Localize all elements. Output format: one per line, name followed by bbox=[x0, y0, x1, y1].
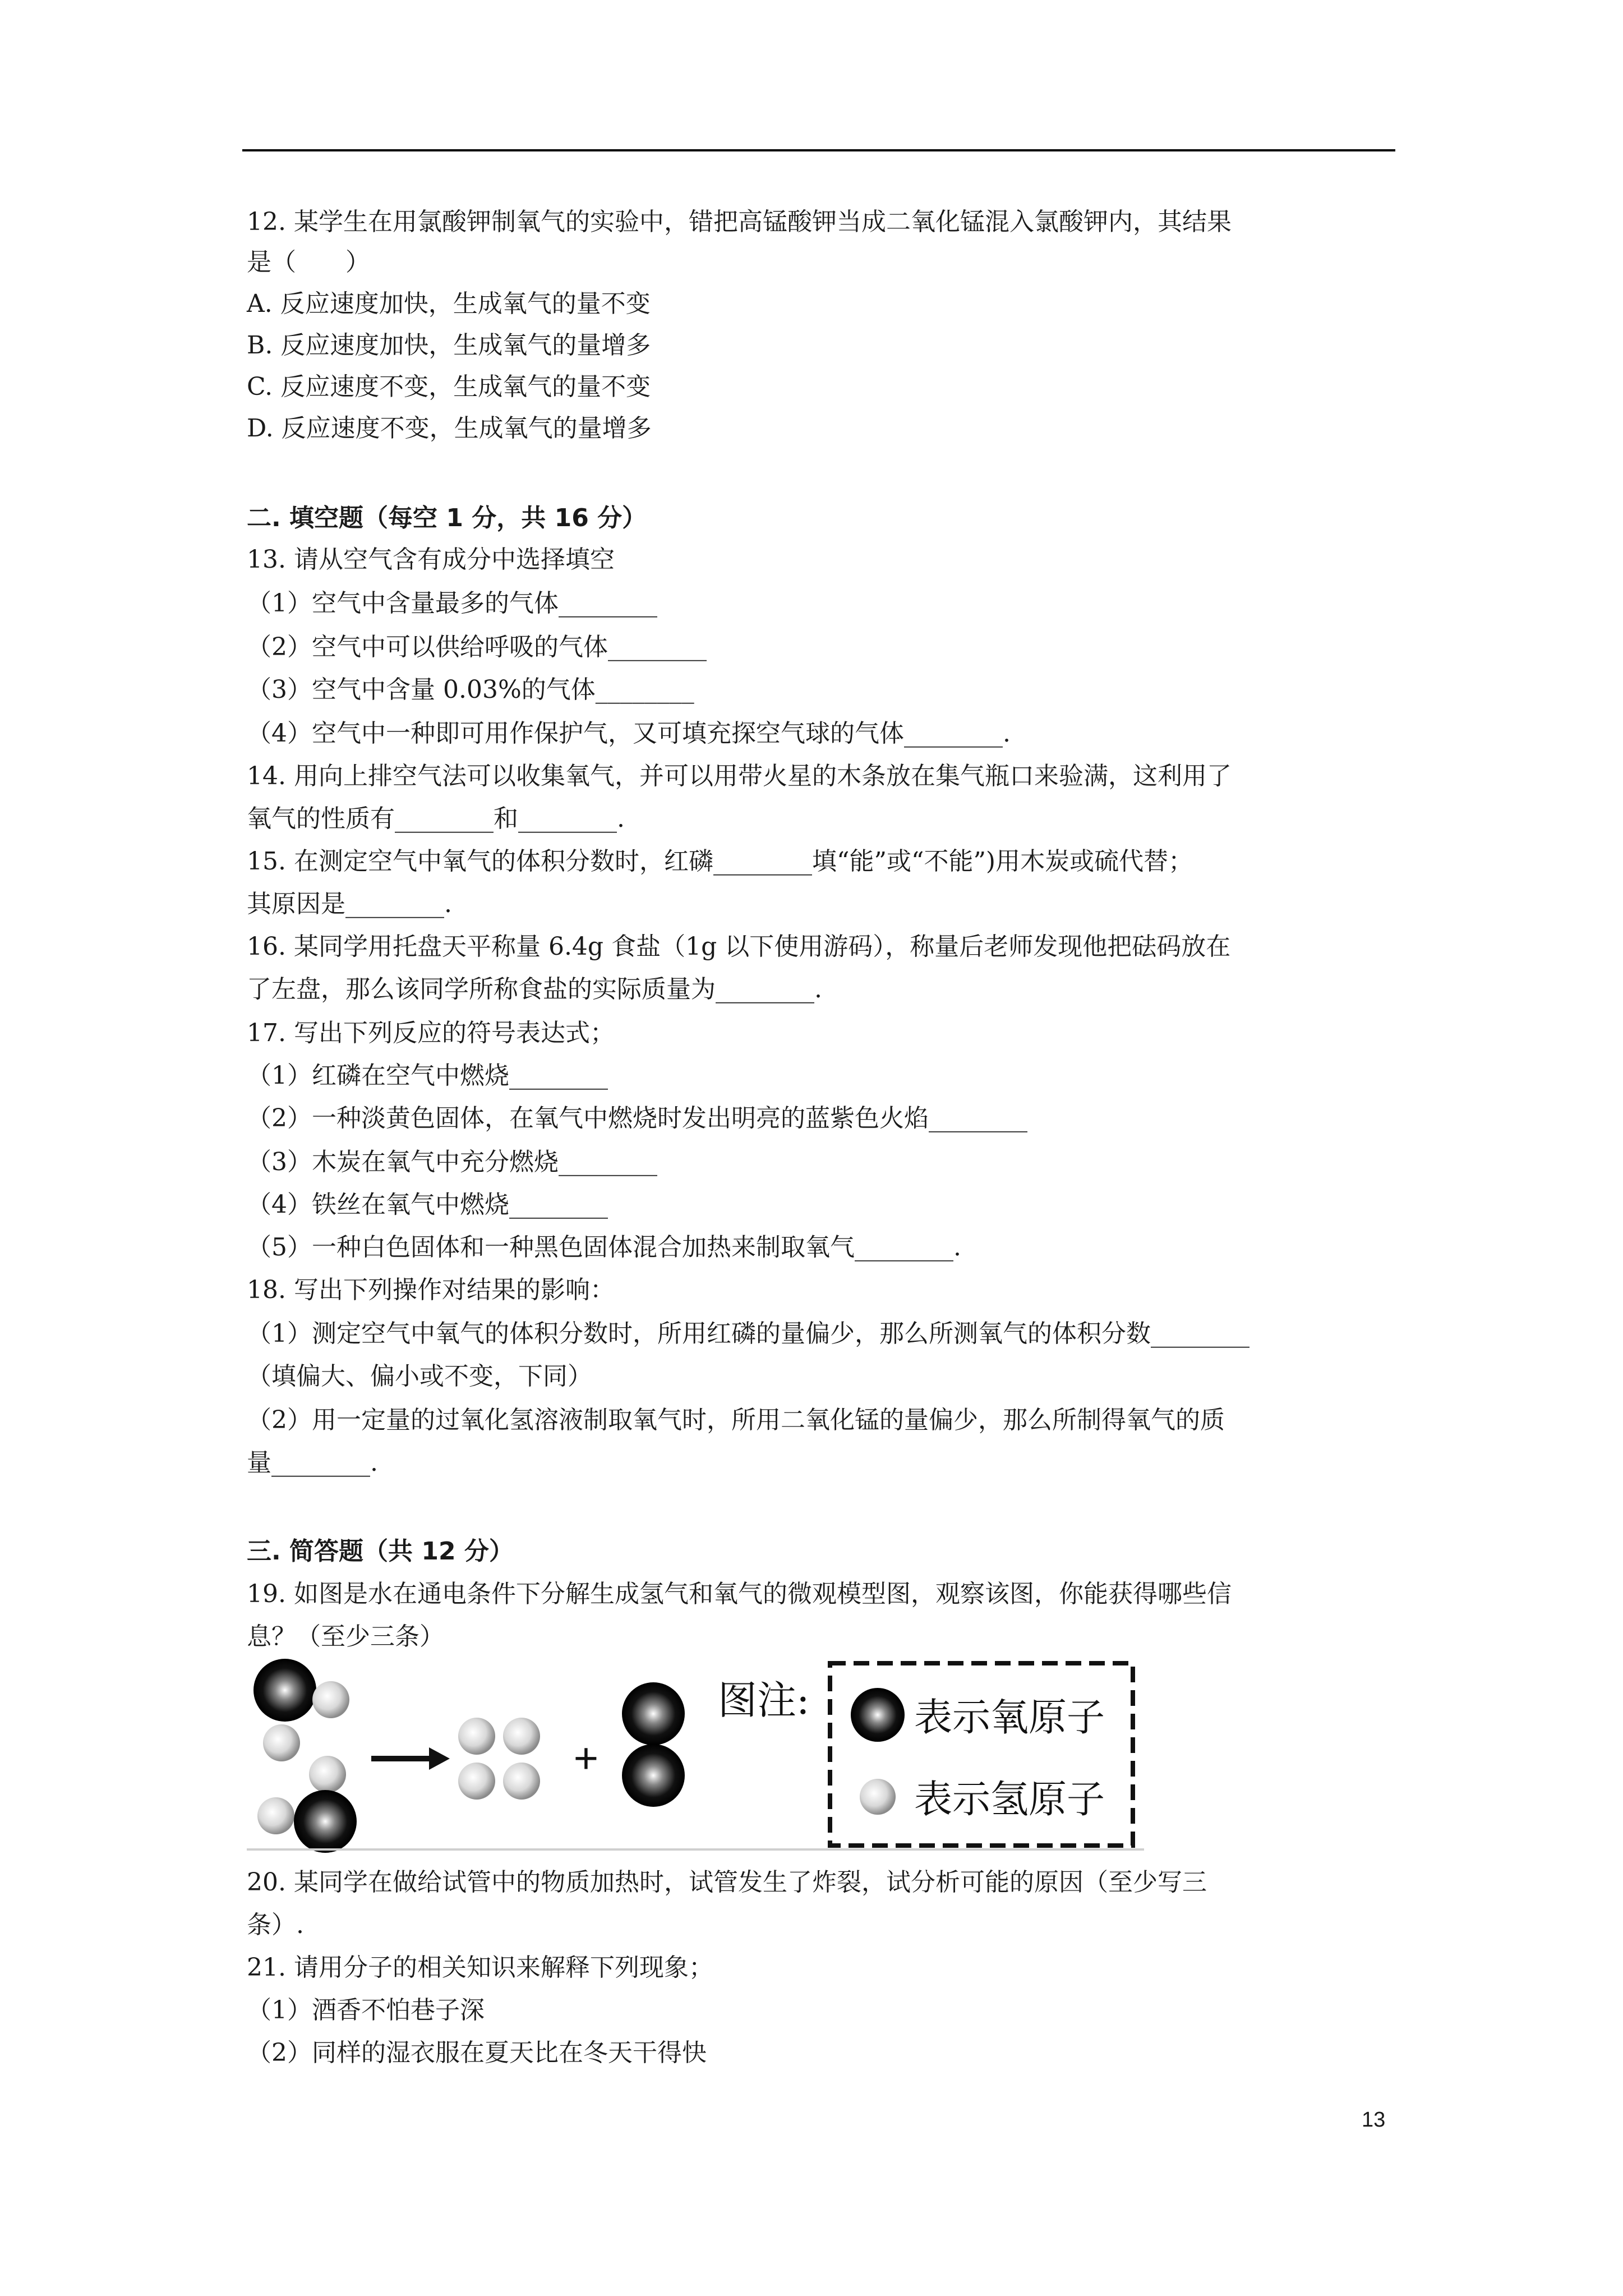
oxygen-atom bbox=[622, 1744, 685, 1807]
q21-line1: 21. 请用分子的相关知识来解释下列现象； bbox=[247, 1953, 713, 1982]
text-line: 13. 请从空气含有成分中选择填空 bbox=[247, 545, 615, 574]
q20-line2: 条）. bbox=[247, 1911, 304, 1939]
hydrogen-atom bbox=[503, 1718, 540, 1755]
hydrogen-atom bbox=[263, 1724, 300, 1761]
section2-heading: 二. 填空题（每空 1 分，共 16 分） bbox=[247, 504, 647, 532]
oxygen-atom bbox=[622, 1682, 685, 1745]
text-line: （2）一种淡黄色固体，在氧气中燃烧时发出明亮的蓝紫色火焰________ bbox=[247, 1104, 1027, 1133]
text-line: （3）空气中含量 0.03%的气体________ bbox=[247, 675, 694, 704]
text-line: （1）红磷在空气中燃烧________ bbox=[247, 1061, 608, 1090]
q12-stem-line2: 是（ ） bbox=[247, 248, 370, 277]
text-line: （3）木炭在氧气中充分燃烧________ bbox=[247, 1148, 657, 1176]
q20-line1: 20. 某同学在做给试管中的物质加热时，试管发生了炸裂，试分析可能的原因（至少写三 bbox=[247, 1868, 1207, 1897]
q12-option-c: C. 反应速度不变，生成氧气的量不变 bbox=[247, 372, 651, 401]
reaction-arrow-head bbox=[429, 1747, 450, 1770]
text-line: 18. 写出下列操作对结果的影响： bbox=[247, 1276, 615, 1304]
section3-heading: 三. 简答题（共 12 分） bbox=[247, 1537, 514, 1566]
text-line: （填偏大、偏小或不变，下同） bbox=[247, 1362, 592, 1391]
q12-option-b: B. 反应速度加快，生成氧气的量增多 bbox=[247, 331, 651, 360]
text-line: 氧气的性质有________和________. bbox=[247, 804, 625, 833]
plus-sign: + bbox=[573, 1734, 599, 1782]
text-line: （1）空气中含量最多的气体________ bbox=[247, 589, 657, 618]
hydrogen-atom bbox=[503, 1763, 540, 1800]
hydrogen-atom bbox=[309, 1756, 346, 1793]
q21-item1: （1）酒香不怕巷子深 bbox=[247, 1996, 485, 2024]
text-line: 量________. bbox=[247, 1448, 378, 1477]
legend-title: 图注: bbox=[718, 1677, 810, 1723]
hydrogen-atom bbox=[257, 1797, 294, 1834]
legend-oxygen-label: 表示氧原子 bbox=[914, 1696, 1105, 1740]
text-line: 17. 写出下列反应的符号表达式； bbox=[247, 1019, 615, 1047]
oxygen-atom bbox=[253, 1659, 316, 1722]
q12-option-a: A. 反应速度加快，生成氧气的量不变 bbox=[247, 289, 651, 318]
text-line: 16. 某同学用托盘天平称量 6.4g 食盐（1g 以下使用游码），称量后老师发现他把砝码放在 bbox=[247, 932, 1231, 961]
text-line: （4）空气中一种即可用作保护气，又可填充探空气球的气体________. bbox=[247, 719, 1011, 748]
header-rule bbox=[242, 149, 1395, 151]
q19-line1: 19. 如图是水在通电条件下分解生成氢气和氧气的微观模型图，观察该图，你能获得哪些信 bbox=[247, 1580, 1232, 1608]
q12-option-d: D. 反应速度不变，生成氧气的量增多 bbox=[247, 414, 652, 443]
hydrogen-atom bbox=[458, 1718, 495, 1755]
page-number: 13 bbox=[1362, 2108, 1386, 2132]
oxygen-atom bbox=[294, 1790, 357, 1853]
hydrogen-atom bbox=[458, 1763, 495, 1800]
text-line: （5）一种白色固体和一种黑色固体混合加热来制取氧气________. bbox=[247, 1233, 961, 1262]
molecular-model-diagram bbox=[247, 1652, 1144, 1854]
text-line: 了左盘，那么该同学所称食盐的实际质量为________. bbox=[247, 975, 822, 1004]
oxygen-atom-legend-icon bbox=[851, 1688, 905, 1742]
q12-stem-line1: 12. 某学生在用氯酸钾制氧气的实验中，错把高锰酸钾当成二氧化锰混入氯酸钾内，其结果 bbox=[247, 208, 1232, 236]
legend-hydrogen-label: 表示氢原子 bbox=[914, 1778, 1105, 1822]
text-line: 其原因是________. bbox=[247, 890, 452, 918]
text-line: （4）铁丝在氧气中燃烧________ bbox=[247, 1190, 608, 1219]
text-line: （2）空气中可以供给呼吸的气体________ bbox=[247, 633, 707, 661]
water-electrolysis-figure bbox=[247, 1652, 1144, 1854]
hydrogen-atom-legend-icon bbox=[860, 1779, 896, 1815]
q19-line2: 息？（至少三条） bbox=[247, 1622, 444, 1651]
text-line: （1）测定空气中氧气的体积分数时，所用红磷的量偏少，那么所测氧气的体积分数________ bbox=[247, 1319, 1249, 1348]
q21-item2: （2）同样的湿衣服在夏天比在冬天干得快 bbox=[247, 2039, 707, 2067]
text-line: 15. 在测定空气中氧气的体积分数时，红磷________填“能”或“不能”)用木炭或硫代替； bbox=[247, 847, 1193, 876]
text-line: 14. 用向上排空气法可以收集氧气，并可以用带火星的木条放在集气瓶口来验满，这利用了 bbox=[247, 762, 1232, 790]
text-line: （2）用一定量的过氧化氢溶液制取氧气时，所用二氧化锰的量偏少，那么所制得氧气的质 bbox=[247, 1406, 1225, 1434]
hydrogen-atom bbox=[312, 1681, 349, 1718]
